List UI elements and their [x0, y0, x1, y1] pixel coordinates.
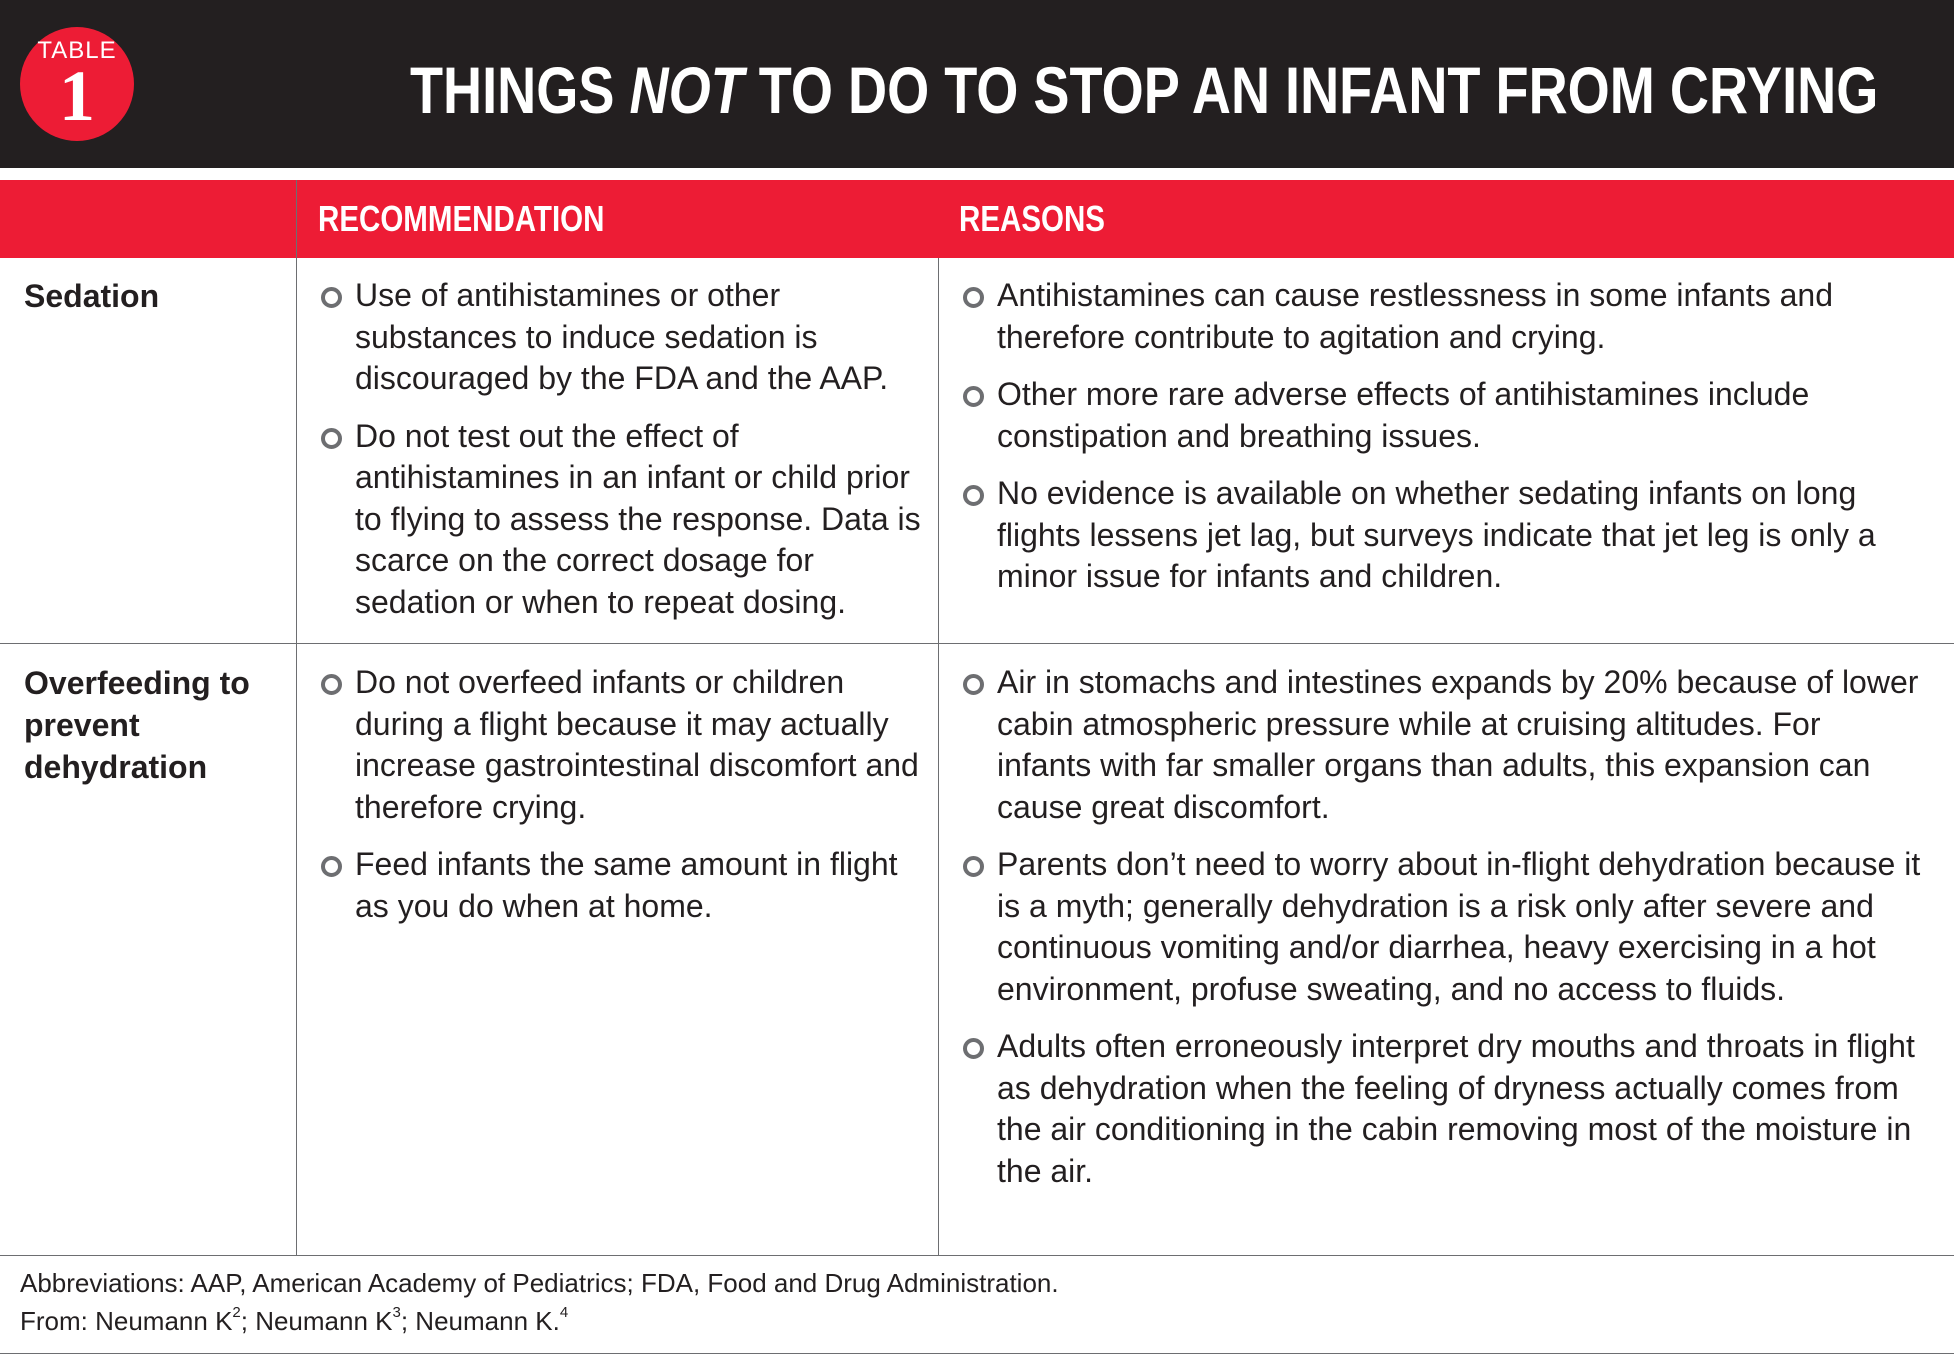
- list-item: [962, 1026, 1922, 1192]
- bullet-icon: [963, 1038, 984, 1059]
- footnote: [20, 1264, 1059, 1340]
- bullet-icon: [963, 386, 984, 407]
- list-item: [320, 662, 930, 828]
- overfeeding-reasons: [962, 662, 1922, 1208]
- list-item-text: Antihistamines can cause restlessness in some infants and therefore contribute to agitation and crying.: [997, 277, 1833, 355]
- list-item: [320, 844, 930, 927]
- list-item: [962, 662, 1922, 828]
- list-item: [962, 275, 1922, 358]
- title-emphasis: NOT: [629, 53, 744, 127]
- badge-number: 1: [59, 56, 95, 136]
- list-item: [320, 275, 930, 400]
- bullet-icon: [321, 287, 342, 308]
- table-badge: [20, 27, 134, 141]
- title-bar: [0, 0, 1954, 168]
- row-divider: [0, 643, 1954, 644]
- bullet-icon: [963, 674, 984, 695]
- row-label-overfeeding: Overfeeding to prevent dehydration: [24, 665, 250, 785]
- source-text: ; Neumann K: [240, 1306, 393, 1336]
- row-label-sedation: Sedation: [24, 278, 160, 314]
- reference-number: 3: [392, 1304, 401, 1321]
- overfeeding-recommendations: [320, 662, 930, 943]
- list-item-text: Feed infants the same amount in flight as you do when at home.: [355, 846, 898, 924]
- footnote-sources: [20, 1302, 1059, 1340]
- bullet-icon: [321, 428, 342, 449]
- list-item-text: Do not test out the effect of antihistamines in an infant or child prior to flying to assess the response. Data is scarce on the correct dosage for sedation or when to repeat dosing.: [355, 417, 921, 620]
- list-item-text: Other more rare adverse effects of antihistamines include constipation and breathing issues.: [997, 376, 1810, 454]
- data-table: [0, 180, 1954, 1256]
- sedation-recommendations: [320, 275, 930, 639]
- source-text: From: Neumann K: [20, 1306, 233, 1336]
- list-item-text: No evidence is available on whether sedating infants on long flights lessens jet lag, but surveys indicate that jet leg is only a minor issue for infants and children.: [997, 475, 1876, 594]
- list-item-text: Parents don’t need to worry about in-flight dehydration because it is a myth; generally dehydration is a risk only after severe and continuous vomiting and/or diarrhea, heavy exercising in a hot environment, profuse sweating, and no access to fluids.: [997, 846, 1921, 1007]
- list-item-text: Adults often erroneously interpret dry mouths and throats in flight as dehydration when the feeling of dryness actually comes from the air conditioning in the cabin removing most of the moisture in the air.: [997, 1028, 1915, 1189]
- bullet-icon: [321, 674, 342, 695]
- list-item-text: Air in stomachs and intestines expands by 20% because of lower cabin atmospheric pressure while at cruising altitudes. For infants with far smaller organs than adults, this expansion can cause great discomfort.: [997, 664, 1919, 825]
- page-title: [410, 40, 1879, 140]
- bottom-rule: [0, 1353, 1954, 1354]
- title-part-1: THINGS: [410, 53, 630, 127]
- footnote-abbreviations: Abbreviations: AAP, American Academy of Pediatrics; FDA, Food and Drug Administration.: [20, 1268, 1059, 1298]
- list-item: [962, 844, 1922, 1010]
- list-item: [962, 473, 1922, 598]
- column-divider: [938, 258, 939, 1255]
- bullet-icon: [321, 856, 342, 877]
- bullet-icon: [963, 287, 984, 308]
- bullet-icon: [963, 485, 984, 506]
- sedation-reasons: [962, 275, 1922, 614]
- badge-label: TABLE: [37, 37, 117, 64]
- list-item-text: Do not overfeed infants or children during a flight because it may actually increase gastrointestinal discomfort and therefore crying.: [355, 664, 919, 825]
- list-item: [962, 374, 1922, 457]
- title-part-2: TO DO TO STOP AN INFANT FROM CRYING: [743, 53, 1879, 127]
- column-header-reasons: REASONS: [959, 198, 1105, 239]
- source-text: ; Neumann K.: [400, 1306, 560, 1336]
- column-divider: [296, 180, 297, 1255]
- column-header-recommendation: RECOMMENDATION: [318, 198, 605, 239]
- list-item-text: Use of antihistamines or other substances to induce sedation is discouraged by the FDA and the AAP.: [355, 277, 889, 396]
- reference-number: 4: [559, 1304, 569, 1321]
- list-item: [320, 416, 930, 624]
- table-header-row: [0, 180, 1954, 258]
- reference-number: 2: [232, 1304, 241, 1321]
- bullet-icon: [963, 856, 984, 877]
